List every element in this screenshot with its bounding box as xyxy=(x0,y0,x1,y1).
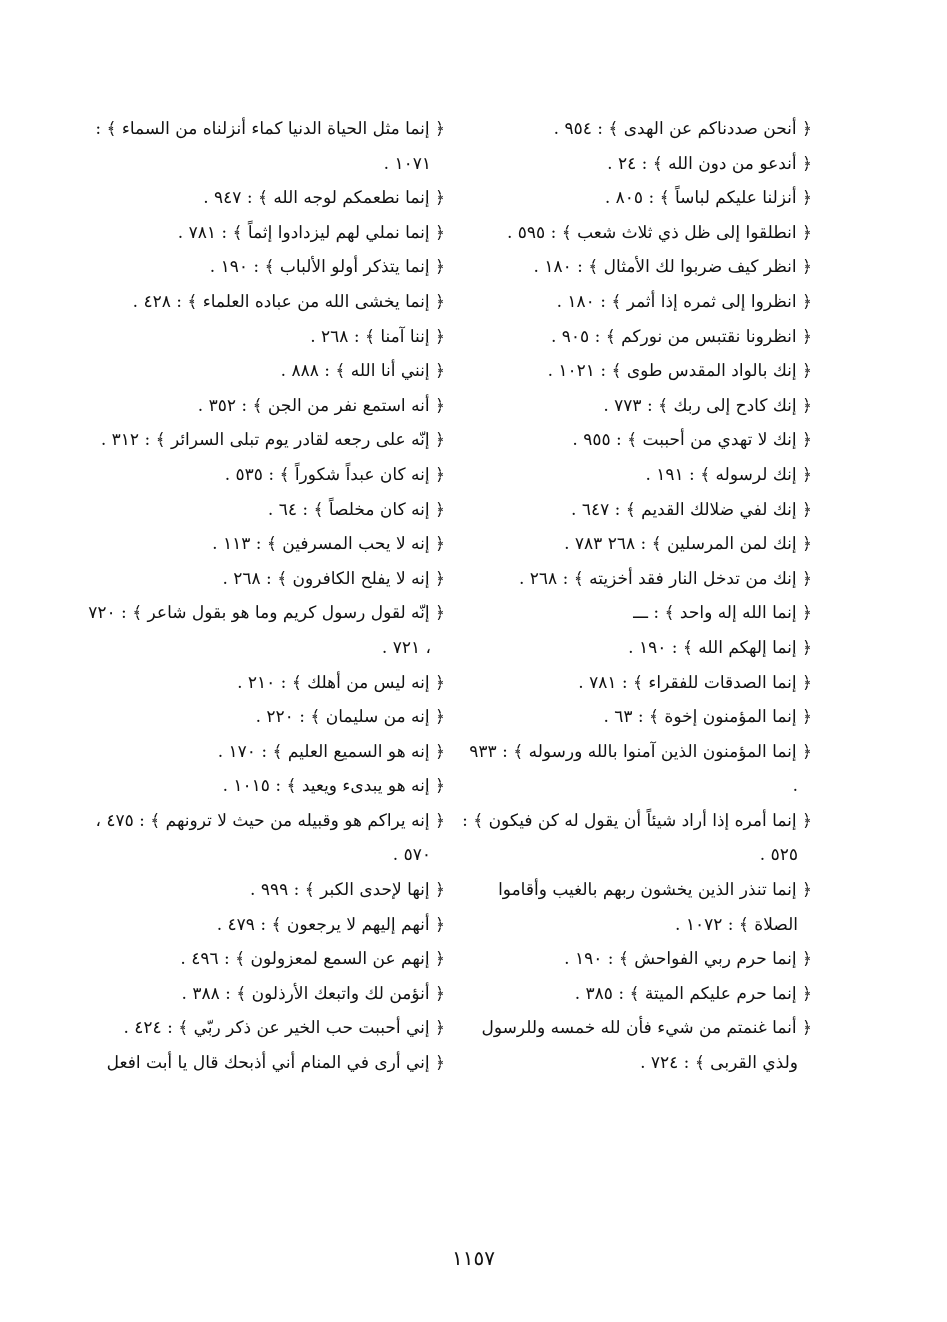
index-entry: ﴿ انطلقوا إلى ظل ذي ثلاث شعب ﴾ : ٥٩٥ . xyxy=(506,222,812,243)
index-entry: ﴿ إنني أنا الله ﴾ : ٨٨٨ . xyxy=(280,361,445,382)
index-entry: ﴿ إنما الصدقات للفقراء ﴾ : ٧٨١ . xyxy=(578,672,812,693)
index-entry: ﴿ إنهم عن السمع لمعزولون ﴾ : ٤٩٦ . xyxy=(180,949,445,970)
index-entry: ﴿ أنؤمن لك واتبعك الأرذلون ﴾ : ٣٨٨ . xyxy=(181,983,445,1004)
index-entry: ﴿ إنك من تدخل النار فقد أخزيته ﴾ : ٢٦٨ . xyxy=(518,568,812,589)
index-entry: ﴿ إنما أمره إذا أراد شيئاً أن يقول له كن فيكون ﴾ : ٥٢٥ . xyxy=(462,810,812,866)
index-entry: ﴿ أنه استمع نفر من الجن ﴾ : ٣٥٢ . xyxy=(197,395,445,416)
index-entry: ﴿ إنه هو يبدىء ويعيد ﴾ : ١٠١٥ . xyxy=(222,776,445,797)
index-entry: ﴿ إنما يخشى الله من عباده العلماء ﴾ : ٤٢٨ . xyxy=(132,291,445,312)
index-entry: ﴿ إنك لفي ضلالك القديم ﴾ : ٦٤٧ . xyxy=(571,499,812,520)
index-entry: ﴿ إنّه لقول رسول كريم وما هو بقول شاعر ﴾ : ٧٢٠ ، ٧٢١ . xyxy=(88,603,445,658)
index-entry: ﴿ إنّه على رجعه لقادر يوم تبلى السرائر ﴾ : ٣١٢ . xyxy=(100,430,445,451)
index-entry: ﴿ إنه هو السميع العليم ﴾ : ١٧٠ . xyxy=(217,741,445,762)
index-entry: ﴿ أنحن صددناكم عن الهدى ﴾ : ٩٥٤ . xyxy=(553,119,812,139)
index-entry: ﴿ إنما تنذر الذين يخشون ربهم بالغيب وأقاموا الصلاة ﴾ : ١٠٧٢ . xyxy=(498,880,812,935)
index-entry: ﴿ أنهم إليهم لا يرجعون ﴾ : ٤٧٩ . xyxy=(216,914,445,935)
index-column-left xyxy=(80,112,445,1081)
index-entry: ﴿ أندعو من دون الله ﴾ : ٢٤ . xyxy=(607,153,812,174)
index-entry: ﴿ إنه ليس من أهلك ﴾ : ٢١٠ . xyxy=(237,672,445,693)
index-entry: ﴿ إنه لا يحب المسرفين ﴾ : ١١٣ . xyxy=(212,534,445,555)
index-entry: ﴿ إنما المؤمنون الذين آمنوا بالله ورسوله ﴾ : ٩٣٣ . xyxy=(469,741,812,797)
index-entry: ﴿ إنه كان عبداً شكوراً ﴾ : ٥٣٥ . xyxy=(224,464,445,485)
index-entry: ﴿ إنه من سليمان ﴾ : ٢٢٠ . xyxy=(255,707,445,728)
index-entry: ﴿ انظرونا نقتبس من نوركم ﴾ : ٩٠٥ . xyxy=(550,326,812,347)
index-entry: ﴿ إنما نطعمكم لوجه الله ﴾ : ٩٤٧ . xyxy=(203,188,445,209)
index-entry: ﴿ انظروا إلى ثمره إذا أثمر ﴾ : ١٨٠ . xyxy=(556,291,812,312)
index-entry: ﴿ انظر كيف ضربوا لك الأمثال ﴾ : ١٨٠ . xyxy=(533,257,812,278)
index-entry: ﴿ أنما غنمتم من شيء فأن لله خمسه وللرسول ولذي القربى ﴾ : ٧٢٤ . xyxy=(481,1018,812,1074)
index-entry: ﴿ إنما حرم عليكم الميتة ﴾ : ٣٨٥ . xyxy=(574,983,812,1004)
index-entry: ﴿ إنما مثل الحياة الدنيا كماء أنزلناه من السماء ﴾ : ١٠٧١ . xyxy=(95,119,445,174)
index-entry: ﴿ إني أحببت حب الخير عن ذكر ربّي ﴾ : ٤٢٤ . xyxy=(123,1018,445,1039)
index-entry: ﴿ إنه كان مخلصاً ﴾ : ٦٤ . xyxy=(267,499,445,520)
index-entry: ﴿ إنك لمن المرسلين ﴾ : ٢٦٨ ٧٨٣ . xyxy=(564,534,812,555)
index-entry: ﴿ إننا آمنا ﴾ : ٢٦٨ . xyxy=(310,326,445,347)
index-entry: ﴿ إنما إلهكم الله ﴾ : ١٩٠ . xyxy=(628,637,812,658)
index-entry: ﴿ إنك لا تهدي من أحببت ﴾ : ٩٥٥ . xyxy=(572,430,812,451)
index-entry: ﴿ إني أرى في المنام أني أذبحك قال يا أبت افعل xyxy=(106,1053,445,1074)
index-entry: ﴿ إنك لرسوله ﴾ : ١٩١ . xyxy=(645,464,812,485)
index-entry: ﴿ إنما المؤمنون إخوة ﴾ : ٦٣ . xyxy=(603,707,812,728)
index-entry: ﴿ إنه لا يفلح الكافرون ﴾ : ٢٦٨ . xyxy=(222,568,445,589)
index-entry: ﴿ إنما الله إله واحد ﴾ : ـــ xyxy=(633,603,812,624)
index-column-right xyxy=(462,112,812,1081)
page-number: ١١٥٧ xyxy=(452,1246,495,1270)
index-entry: ﴿ إنما نملي لهم ليزدادوا إثماً ﴾ : ٧٨١ . xyxy=(177,222,445,243)
index-entry: ﴿ أنزلنا عليكم لباساً ﴾ : ٨٠٥ . xyxy=(604,188,812,209)
index-entry: ﴿ إنك كادح إلى ربك ﴾ : ٧٧٣ . xyxy=(603,395,812,416)
index-entry: ﴿ إنها لإحدى الكبر ﴾ : ٩٩٩ . xyxy=(250,880,445,901)
index-entry: ﴿ إنما حرم ربي الفواحش ﴾ : ١٩٠ . xyxy=(564,949,812,970)
index-entry: ﴿ إنك بالواد المقدس طوى ﴾ : ١٠٢١ . xyxy=(547,361,812,382)
index-entry: ﴿ إنه يراكم هو وقبيله من حيث لا ترونهم ﴾ : ٤٧٥ ، ٥٧٠ . xyxy=(95,810,445,866)
index-entry: ﴿ إنما يتذكر أولو الألباب ﴾ : ١٩٠ . xyxy=(209,257,445,278)
